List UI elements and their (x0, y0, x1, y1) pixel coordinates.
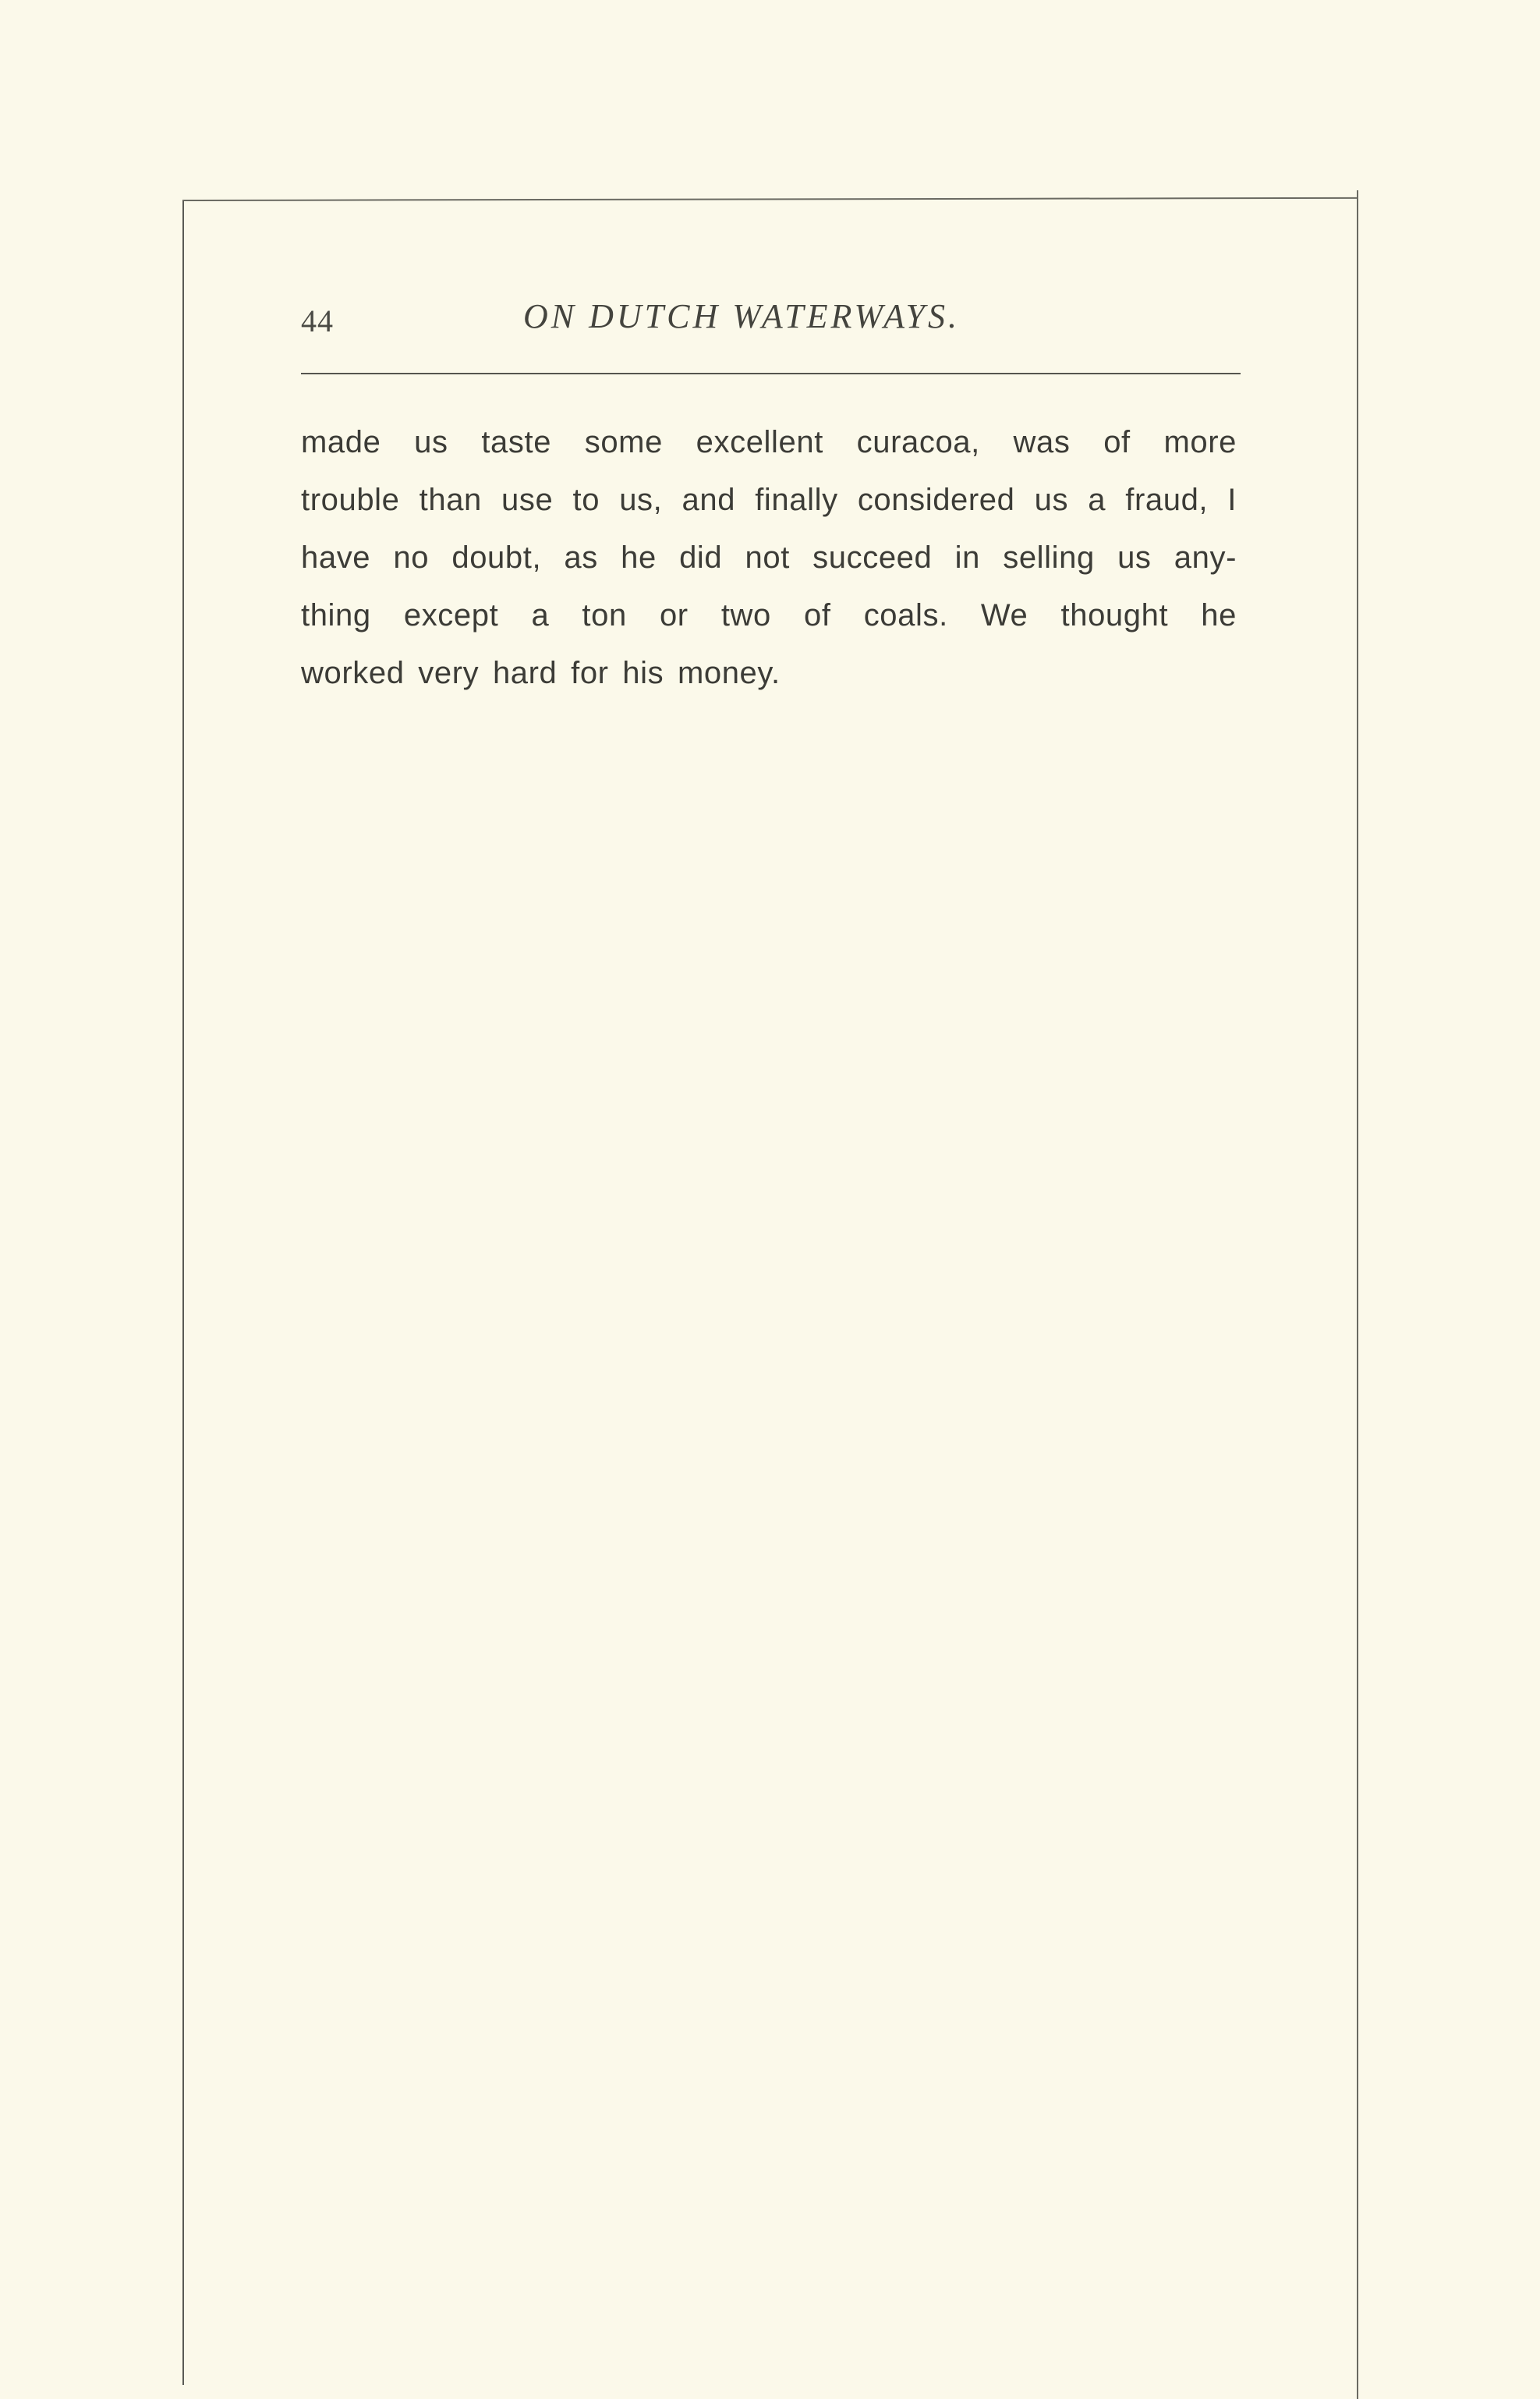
running-head (301, 296, 1241, 343)
text-line: made us taste some excellent curacoa, was of more (301, 425, 1237, 459)
text-line: trouble than use to us, and finally considered us a fraud, I (301, 483, 1237, 517)
text-line: worked very hard for his money. (301, 656, 781, 690)
text-line: have no doubt, as he did not succeed in selling us any- (301, 540, 1237, 575)
header-rule (301, 373, 1241, 374)
page-frame-top-rule (182, 197, 1357, 201)
page-frame-left-rule (182, 201, 184, 2385)
text-line: thing except a ton or two of coals. We thought he (301, 598, 1237, 633)
page-frame-right-rule (1357, 190, 1358, 2399)
page-number: 44 (301, 303, 334, 338)
book-title: ON DUTCH WATERWAYS. (523, 297, 961, 335)
body-paragraph (301, 413, 1237, 702)
